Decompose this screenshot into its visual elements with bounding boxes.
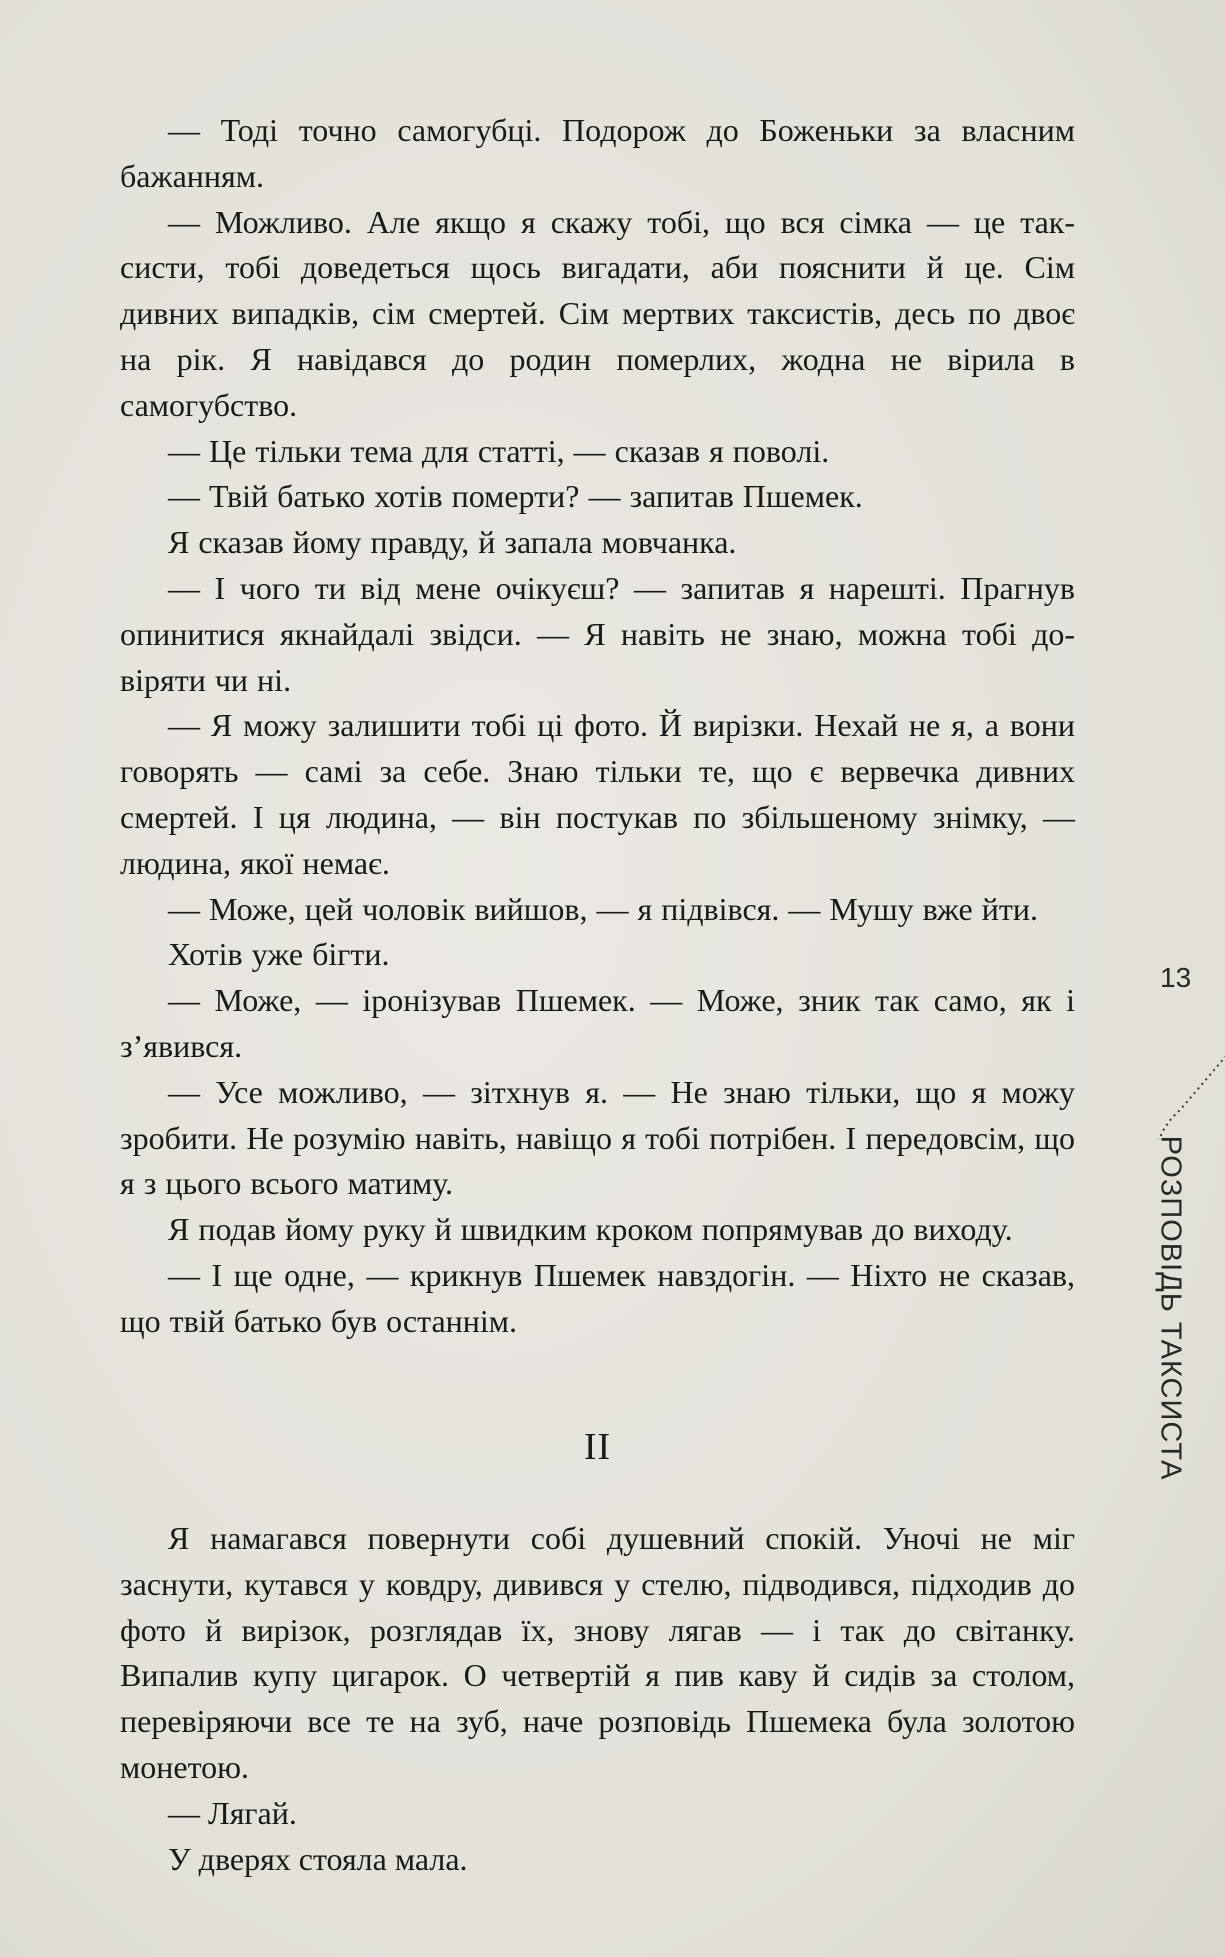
paragraph: — І ще одне, — крикнув Пшемек навздогін. — Ніхто не сказав, що твій батько був останнім.	[120, 1256, 1075, 1339]
paragraph: — Твій батько хотів померти? — запитав Пшемек.	[168, 478, 863, 515]
paragraph: — Може, цей чоловік вийшов, — я підвівся. — Мушу вже йти.	[168, 890, 1038, 927]
running-head: РОЗПОВІДЬ ТАКСИСТА	[1154, 1135, 1187, 1481]
paragraph: Я подав йому руку й швидким кроком попрямував до виходу.	[168, 1211, 1013, 1248]
paragraph: — Я можу залишити тобі ці фото. Й вирізки. Нехай не я, а вони говорять — самі за себе. Знаю тільки те, що є вервечка дивних смертей. І ця людина, — він постукав по збільшеному знімку, — людина, якої немає.	[120, 707, 1075, 881]
page-number: 13	[1160, 962, 1192, 993]
paragraph: Я намагався повернути собі душевний спокій. Уночі не міг заснути, кутався у ковдру, дивився у стелю, підводився, підходив до фото й вирізок, розглядав їх, знову лягав — і так до світанку. Випалив купу цигарок. О четвертій я пив каву й сидів за столом, перевіряючи все те на зуб, наче розповідь Пшемека була золотою монетою.	[120, 1520, 1075, 1785]
paragraph: Я сказав йому правду, й запала мовчанка.	[168, 524, 737, 561]
body-text-part-1	[120, 108, 1075, 1345]
paragraph: — Усе можливо, — зітхнув я. — Не знаю тільки, що я можу зробити. Не розумію навіть, навіщо я тобі потрібен. І передовсім, що я з цього всього матиму.	[120, 1073, 1075, 1202]
paragraph: У дверях стояла мала.	[168, 1840, 468, 1877]
paragraph: — І чого ти від мене очікуєш? — запитав я нарешті. Прагнув опинитися якнайдалі звідси. — Я навіть не знаю, можна тобі довіряти чи ні.	[120, 569, 1075, 698]
paragraph: — Тоді точно самогубці. Подорож до Боженьки за власним бажанням.	[120, 112, 1075, 194]
section-heading: II	[583, 1426, 612, 1468]
paragraph: — Можливо. Але якщо я скажу тобі, що вся сімка — це таксисти, тобі доведеться щось вигадати, аби пояснити й це. Сім дивних випадків, сім смертей. Сім мертвих таксистів, десь по двоє на рік. Я навідався до родин померлих, жодна не вірила в самогубство.	[120, 203, 1075, 423]
paragraph: — Лягай.	[168, 1794, 297, 1831]
paragraph: — Може, — іронізував Пшемек. — Може, зник так само, як і з’явився.	[120, 982, 1075, 1064]
body-text-part-2	[120, 1516, 1075, 1882]
paragraph: Хотів уже бігти.	[168, 936, 390, 973]
paragraph: — Це тільки тема для статті, — сказав я поволі.	[168, 432, 830, 469]
dotted-divider-icon	[1150, 1040, 1225, 1140]
